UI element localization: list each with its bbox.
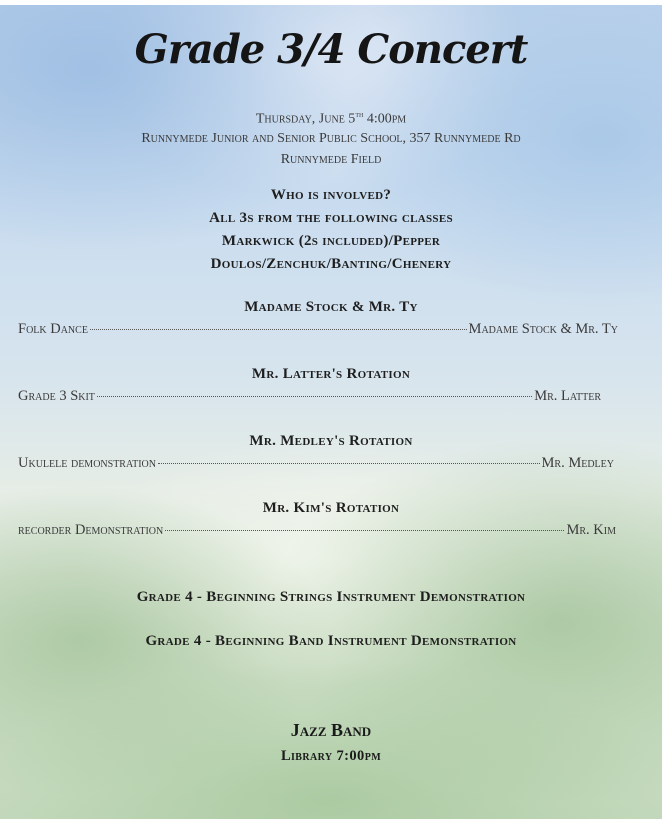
event-date-suffix: th <box>355 110 364 119</box>
event-date-time <box>0 110 662 128</box>
dot-leader <box>158 463 540 464</box>
program-row <box>18 522 616 539</box>
jazz-band-time: Library 7:00pm <box>280 748 382 764</box>
involved-line-3: Doulos/Zenchuk/Banting/Chenery <box>210 256 452 272</box>
involved-line-1: All 3s from the following classes <box>209 210 453 226</box>
event-date: Thursday, June 5 <box>255 111 356 127</box>
section-heading: Mr. Kim's Rotation <box>262 500 400 516</box>
program-lead: Madame Stock & Mr. Ty <box>468 321 618 337</box>
section-heading: Madame Stock & Mr. Ty <box>244 299 418 315</box>
program-lead: Mr. Kim <box>566 522 616 538</box>
jazz-band-title: Jazz Band <box>290 720 372 740</box>
dot-leader <box>165 530 564 531</box>
event-location: Runnymede Junior and Senior Public School, 357 Runnymede Rd <box>141 131 521 146</box>
dot-leader <box>90 329 467 330</box>
section-heading: Mr. Latter's Rotation <box>251 366 411 382</box>
grade4-band: Grade 4 - Beginning Band Instrument Demonstration <box>145 633 517 649</box>
event-venue: Runnymede Field <box>280 152 382 167</box>
program-item: Folk Dance <box>18 321 88 337</box>
program-item: Grade 3 Skit <box>18 388 95 404</box>
section-heading: Mr. Medley's Rotation <box>249 433 413 449</box>
dot-leader <box>97 396 532 397</box>
event-time: 4:00pm <box>363 111 407 127</box>
top-border <box>0 0 662 5</box>
program-item: recorder Demonstration <box>18 522 164 538</box>
program-lead: Mr. Medley <box>541 455 614 471</box>
program-item: Ukulele demonstration <box>18 455 156 471</box>
program-lead: Mr. Latter <box>534 388 601 404</box>
program-row <box>18 321 618 338</box>
page-title: Grade 3/4 Concert <box>134 26 528 73</box>
involved-line-2: Markwick (2s included)/Pepper <box>221 233 441 249</box>
grade4-strings: Grade 4 - Beginning Strings Instrument Demonstration <box>136 589 526 605</box>
program-row <box>18 455 614 472</box>
program-row <box>18 388 601 405</box>
involved-heading: Who is involved? <box>270 187 392 203</box>
